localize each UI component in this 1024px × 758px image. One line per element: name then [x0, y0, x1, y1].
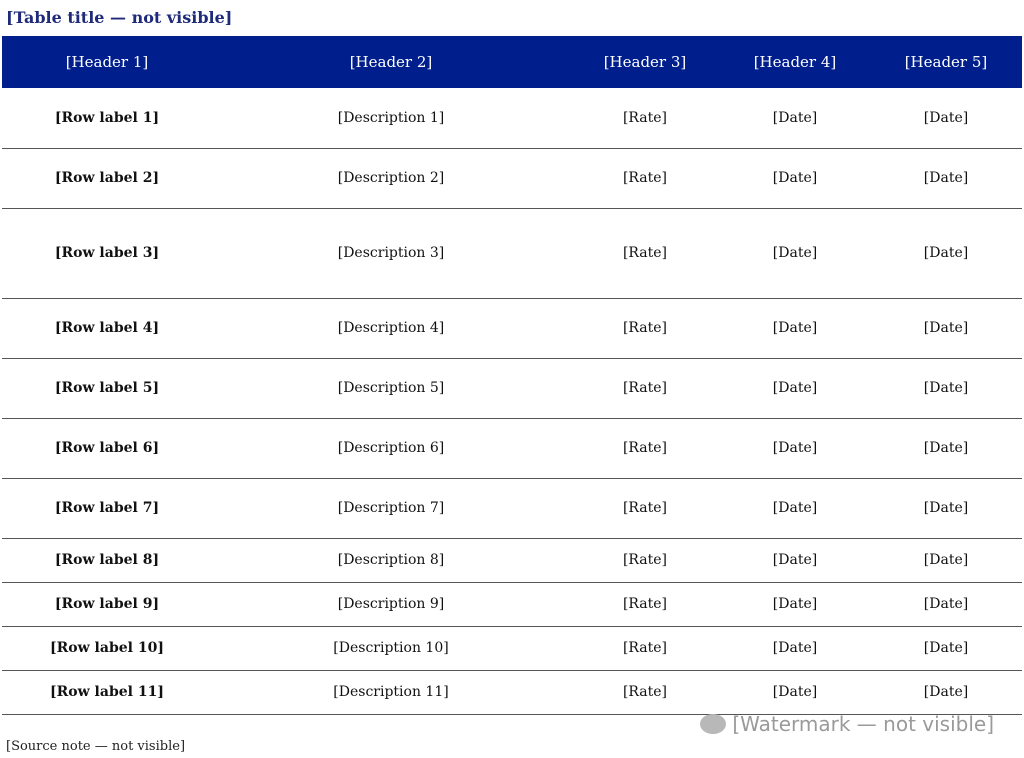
industry-cell: [Row label 11]: [2, 670, 212, 714]
industry-cell: [Row label 2]: [2, 148, 212, 208]
table-row: [2, 148, 1022, 208]
table-row: [2, 478, 1022, 538]
start-date-cell: [Date]: [720, 478, 870, 538]
industry-cell: [Row label 5]: [2, 358, 212, 418]
table-row: [2, 418, 1022, 478]
products-cell: [Description 1]: [212, 88, 570, 148]
effective-date-cell: [Date]: [870, 582, 1022, 626]
table-row: [2, 582, 1022, 626]
table-row: [2, 538, 1022, 582]
start-date-cell: [Date]: [720, 418, 870, 478]
rate-cell: [Rate]: [570, 358, 720, 418]
industry-cell: [Row label 1]: [2, 88, 212, 148]
products-cell: [Description 5]: [212, 358, 570, 418]
rate-cell: [Rate]: [570, 626, 720, 670]
industry-cell: [Row label 6]: [2, 418, 212, 478]
industry-cell: [Row label 4]: [2, 298, 212, 358]
effective-date-cell: [Date]: [870, 148, 1022, 208]
rate-cell: [Rate]: [570, 538, 720, 582]
table-row: [2, 626, 1022, 670]
wechat-icon: [700, 714, 726, 734]
start-date-cell: [Date]: [720, 670, 870, 714]
table-row: [2, 208, 1022, 298]
effective-date-cell: [Date]: [870, 478, 1022, 538]
products-cell: [Description 2]: [212, 148, 570, 208]
effective-date-cell: [Date]: [870, 670, 1022, 714]
watermark-text: [Watermark — not visible]: [732, 712, 994, 736]
table-row: [2, 358, 1022, 418]
rate-cell: [Rate]: [570, 88, 720, 148]
industry-cell: [Row label 3]: [2, 208, 212, 298]
start-date-cell: [Date]: [720, 538, 870, 582]
table-title: [Table title — not visible]: [6, 8, 233, 27]
table-row: [2, 88, 1022, 148]
products-cell: [Description 4]: [212, 298, 570, 358]
start-date-cell: [Date]: [720, 148, 870, 208]
start-date-cell: [Date]: [720, 88, 870, 148]
effective-date-cell: [Date]: [870, 208, 1022, 298]
start-date-cell: [Date]: [720, 358, 870, 418]
rate-cell: [Rate]: [570, 582, 720, 626]
products-cell: [Description 3]: [212, 208, 570, 298]
effective-date-cell: [Date]: [870, 298, 1022, 358]
table-header-row: [2, 36, 1022, 88]
products-cell: [Description 10]: [212, 626, 570, 670]
products-cell: [Description 7]: [212, 478, 570, 538]
rate-cell: [Rate]: [570, 298, 720, 358]
products-cell: [Description 6]: [212, 418, 570, 478]
products-cell: [Description 8]: [212, 538, 570, 582]
table-row: [2, 670, 1022, 714]
industry-cell: [Row label 8]: [2, 538, 212, 582]
header-cell: [Header 3]: [570, 36, 720, 88]
start-date-cell: [Date]: [720, 298, 870, 358]
rate-cell: [Rate]: [570, 670, 720, 714]
industry-cell: [Row label 10]: [2, 626, 212, 670]
start-date-cell: [Date]: [720, 582, 870, 626]
header-cell: [Header 2]: [212, 36, 570, 88]
effective-date-cell: [Date]: [870, 358, 1022, 418]
start-date-cell: [Date]: [720, 626, 870, 670]
header-cell: [Header 4]: [720, 36, 870, 88]
tariff-table: [2, 36, 1022, 715]
rate-cell: [Rate]: [570, 148, 720, 208]
effective-date-cell: [Date]: [870, 538, 1022, 582]
effective-date-cell: [Date]: [870, 88, 1022, 148]
industry-cell: [Row label 9]: [2, 582, 212, 626]
effective-date-cell: [Date]: [870, 626, 1022, 670]
rate-cell: [Rate]: [570, 208, 720, 298]
effective-date-cell: [Date]: [870, 418, 1022, 478]
rate-cell: [Rate]: [570, 418, 720, 478]
start-date-cell: [Date]: [720, 208, 870, 298]
industry-cell: [Row label 7]: [2, 478, 212, 538]
table-row: [2, 298, 1022, 358]
products-cell: [Description 9]: [212, 582, 570, 626]
header-cell: [Header 5]: [870, 36, 1022, 88]
products-cell: [Description 11]: [212, 670, 570, 714]
rate-cell: [Rate]: [570, 478, 720, 538]
source-note: [Source note — not visible]: [6, 739, 186, 754]
header-cell: [Header 1]: [2, 36, 212, 88]
watermark: [700, 712, 994, 736]
